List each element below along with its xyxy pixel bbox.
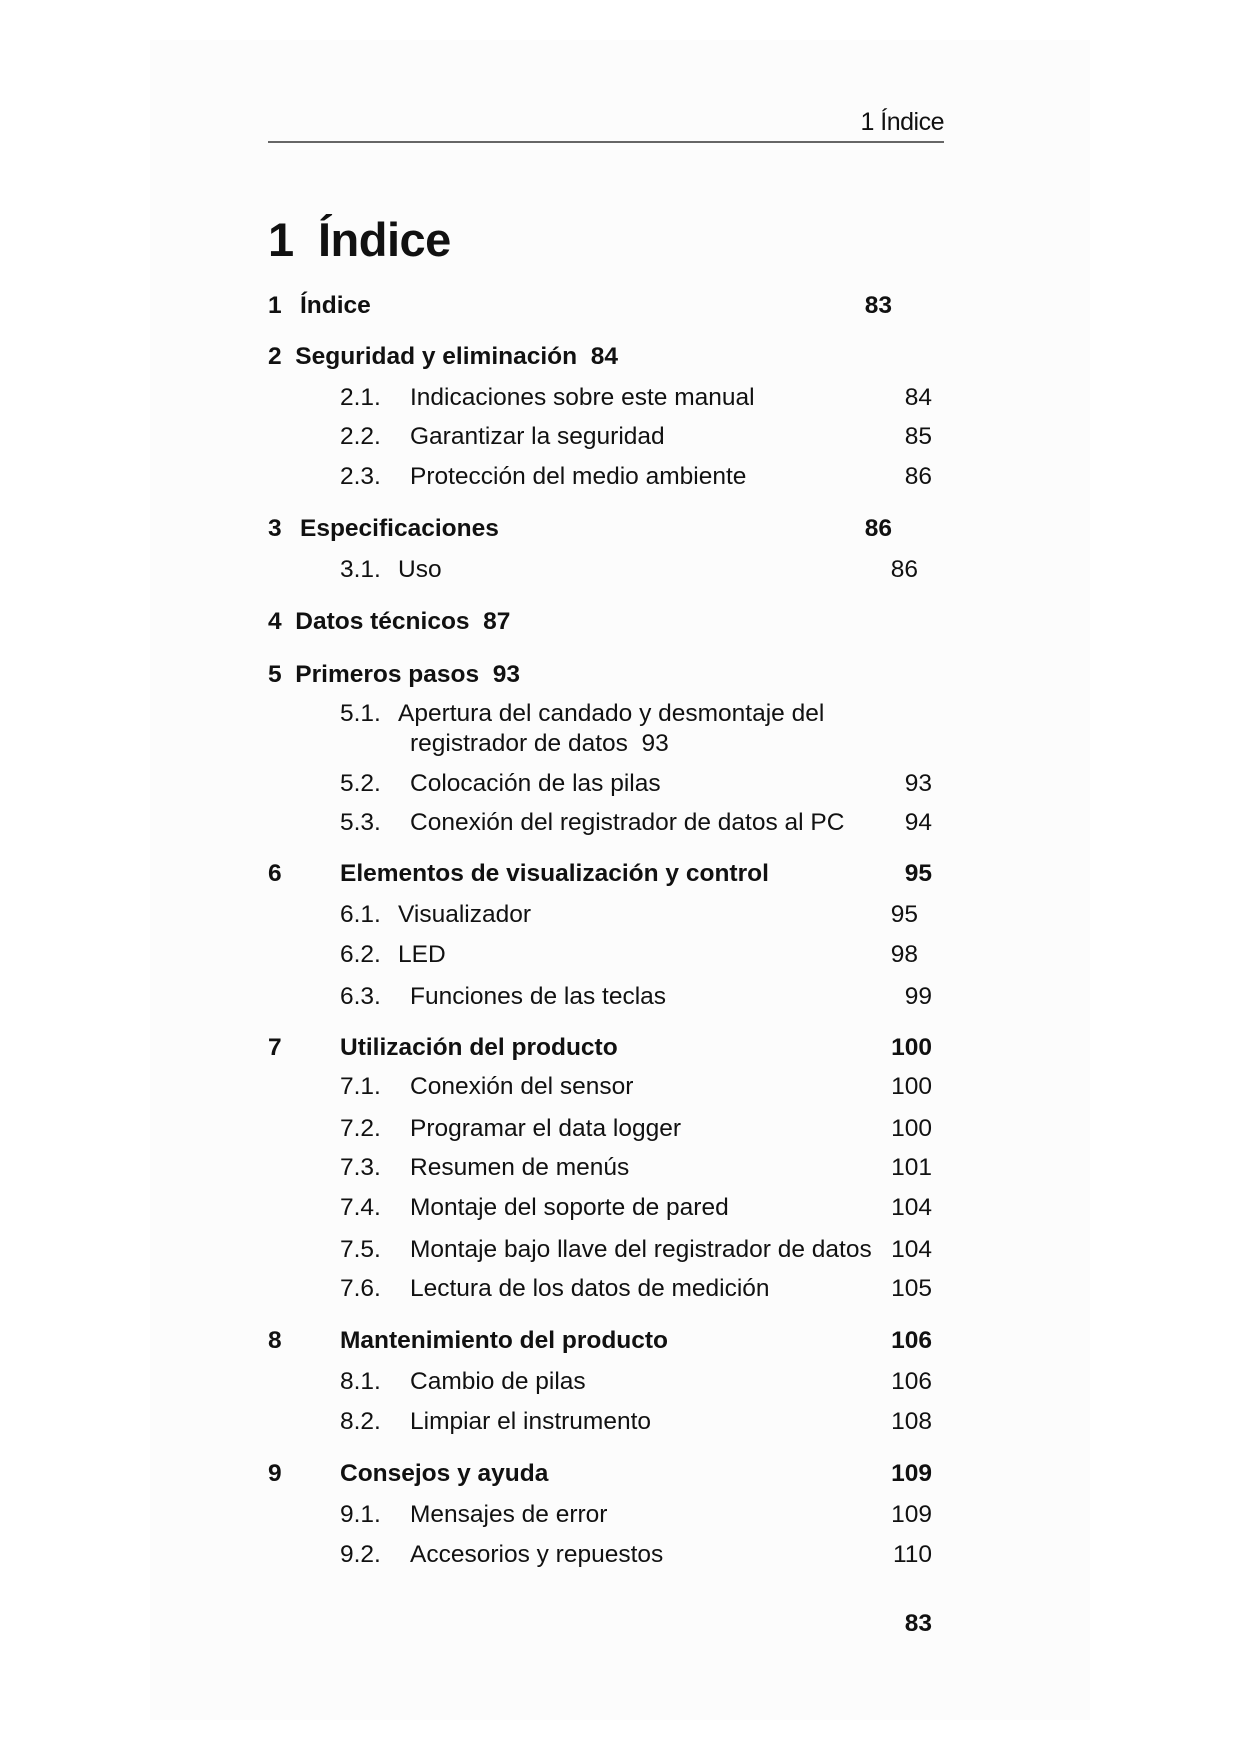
- page-title-text: Índice: [318, 213, 451, 266]
- toc-page: 104: [891, 1236, 932, 1263]
- toc-title: Montaje del soporte de pared: [410, 1194, 729, 1221]
- toc-number: 8.1.: [340, 1368, 381, 1395]
- toc-number: 5: [268, 661, 282, 688]
- toc-page: 109: [891, 1501, 932, 1528]
- toc-title: Funciones de las teclas: [410, 983, 667, 1010]
- toc-page: 105: [891, 1275, 932, 1302]
- toc-number: 7: [268, 1034, 282, 1061]
- toc-title: Protección del medio ambiente: [410, 463, 747, 490]
- toc-number: 3: [268, 515, 282, 542]
- toc-number: 7.6.: [340, 1275, 381, 1302]
- toc-number: 7.1.: [340, 1073, 381, 1100]
- toc-page: 93: [904, 770, 932, 797]
- toc-title: Indicaciones sobre este manual: [410, 384, 755, 411]
- toc-number: 8: [268, 1327, 282, 1354]
- page-title: [268, 212, 451, 267]
- toc-title: Programar el data logger: [410, 1115, 682, 1142]
- toc-page: 84: [590, 343, 618, 370]
- toc-title: Elementos de visualización y control: [340, 860, 769, 887]
- toc-page: 86: [864, 515, 892, 542]
- toc-number: 2.3.: [340, 463, 381, 490]
- toc-number: 2.1.: [340, 384, 381, 411]
- toc-title: LED: [398, 941, 446, 968]
- toc-title: Visualizador: [398, 901, 532, 928]
- toc-page: 95: [890, 901, 918, 928]
- toc-title: Índice: [300, 292, 371, 319]
- toc-page: 84: [904, 384, 932, 411]
- toc-title: registrador de datos: [410, 730, 628, 757]
- toc-page: 106: [891, 1327, 932, 1354]
- toc-title: Primeros pasos: [295, 661, 480, 688]
- toc-title: Conexión del sensor: [410, 1073, 634, 1100]
- toc-number: 7.3.: [340, 1154, 381, 1181]
- toc-number: 7.4.: [340, 1194, 381, 1221]
- toc-title: Mensajes de error: [410, 1501, 608, 1528]
- toc-page: 109: [891, 1460, 932, 1487]
- toc-page: 95: [904, 860, 932, 887]
- toc-page: 108: [891, 1408, 932, 1435]
- toc-title: Resumen de menús: [410, 1154, 630, 1181]
- toc-page: 85: [904, 423, 932, 450]
- toc-page: 87: [483, 608, 511, 635]
- toc-number: 3.1.: [340, 556, 381, 583]
- toc-number: 6.2.: [340, 941, 381, 968]
- toc-page: 100: [891, 1034, 932, 1061]
- toc-number: 6.1.: [340, 901, 381, 928]
- toc-page: 100: [891, 1073, 932, 1100]
- toc-number: 6.3.: [340, 983, 381, 1010]
- header-rule: [268, 141, 944, 143]
- toc-page: 86: [890, 556, 918, 583]
- toc-title: Consejos y ayuda: [340, 1460, 549, 1487]
- toc-entry-5[interactable]: [268, 661, 520, 689]
- toc-title: Datos técnicos: [295, 608, 470, 635]
- toc-page: 83: [864, 292, 892, 319]
- toc-number: 5.2.: [340, 770, 381, 797]
- toc-number: 2.2.: [340, 423, 381, 450]
- toc-page: 99: [904, 983, 932, 1010]
- running-header: 1 Índice: [860, 108, 944, 136]
- toc-number: 7.2.: [340, 1115, 381, 1142]
- toc-number: 5.3.: [340, 809, 381, 836]
- toc-entry-5-1-continued[interactable]: [410, 730, 669, 758]
- toc-title: Utilización del producto: [340, 1034, 618, 1061]
- toc-number: 8.2.: [340, 1408, 381, 1435]
- toc-entry-4[interactable]: [268, 608, 510, 636]
- toc-number: 5.1.: [340, 700, 381, 727]
- toc-number: 6: [268, 860, 282, 887]
- toc-page: 93: [641, 730, 669, 757]
- toc-title: Apertura del candado y desmontaje del: [398, 700, 825, 727]
- toc-page: 106: [891, 1368, 932, 1395]
- toc-title: Limpiar el instrumento: [410, 1408, 652, 1435]
- toc-title: Seguridad y eliminación: [295, 343, 578, 370]
- toc-title: Lectura de los datos de medición: [410, 1275, 770, 1302]
- toc-number: 7.5.: [340, 1236, 381, 1263]
- toc-title: Conexión del registrador de datos al PC: [410, 809, 845, 836]
- toc-page: 86: [904, 463, 932, 490]
- toc-number: 9.1.: [340, 1501, 381, 1528]
- toc-number: 1: [268, 292, 282, 319]
- footer-page-number: 83: [904, 1610, 932, 1637]
- toc-title: Especificaciones: [300, 515, 499, 542]
- toc-entry-2[interactable]: [268, 343, 618, 371]
- toc-title: Mantenimiento del producto: [340, 1327, 669, 1354]
- toc-page: 104: [891, 1194, 932, 1221]
- toc-number: 4: [268, 608, 282, 635]
- toc-page: 98: [890, 941, 918, 968]
- toc-page: 101: [891, 1154, 932, 1181]
- toc-number: 9: [268, 1460, 282, 1487]
- toc-title: Montaje bajo llave del registrador de datos: [410, 1236, 872, 1263]
- toc-title: Garantizar la seguridad: [410, 423, 665, 450]
- toc-page: 100: [891, 1115, 932, 1142]
- toc-title: Uso: [398, 556, 442, 583]
- toc-title: Cambio de pilas: [410, 1368, 586, 1395]
- toc-page: 93: [492, 661, 520, 688]
- toc-title: Colocación de las pilas: [410, 770, 661, 797]
- page-title-number: 1: [268, 213, 294, 266]
- toc-page: 94: [904, 809, 932, 836]
- toc-title: Accesorios y repuestos: [410, 1541, 664, 1568]
- toc-number: 9.2.: [340, 1541, 381, 1568]
- toc-number: 2: [268, 343, 282, 370]
- toc-page: 110: [892, 1541, 932, 1568]
